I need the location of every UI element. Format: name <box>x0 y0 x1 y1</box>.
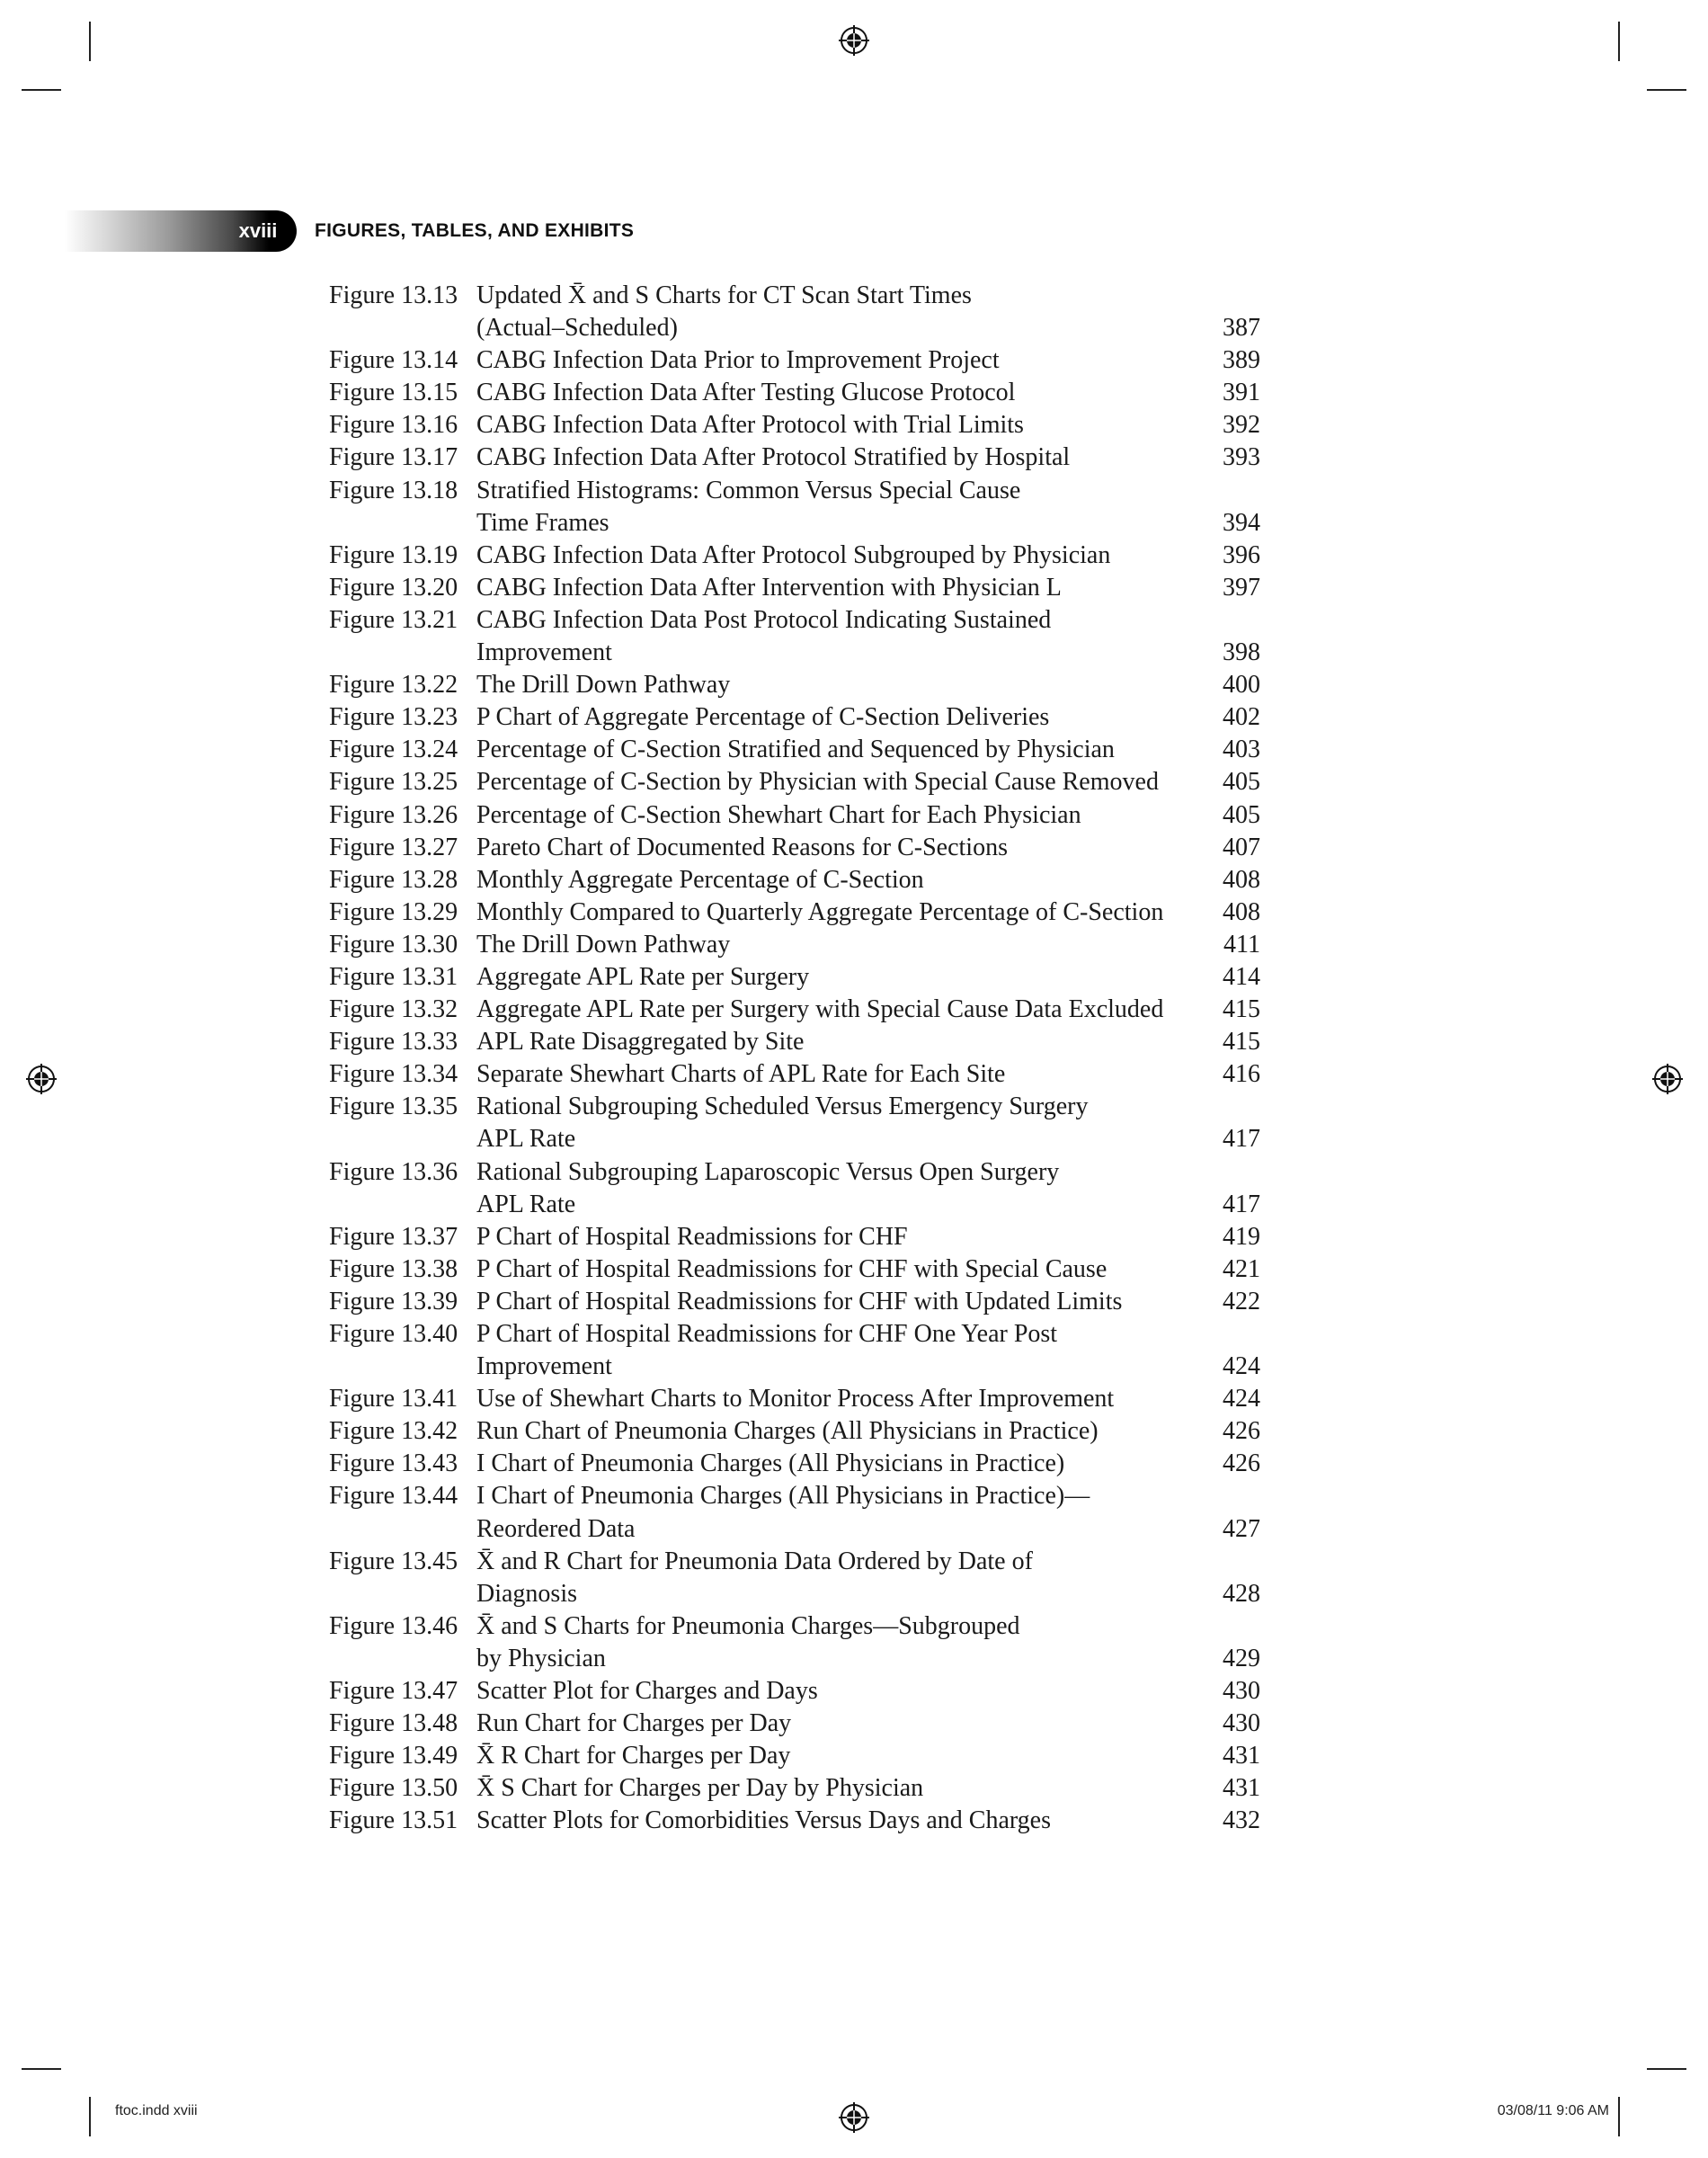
figure-entry <box>329 669 1260 701</box>
registration-target-icon <box>26 1064 57 1094</box>
figure-entry-continuation <box>329 637 1260 669</box>
figure-page-number: 416 <box>1223 1060 1260 1089</box>
figure-list <box>329 280 1260 1838</box>
figure-entry <box>329 1675 1260 1708</box>
figure-page-number: 415 <box>1223 1028 1260 1057</box>
figure-entry <box>329 475 1260 507</box>
figure-entry <box>329 994 1260 1026</box>
figure-title: I Chart of Pneumonia Charges (All Physicians in Practice) <box>476 1449 1065 1478</box>
figure-title: Percentage of C-Section Shewhart Chart for Each Physician <box>476 800 1081 829</box>
figure-entry <box>329 1091 1260 1123</box>
figure-title: Aggregate APL Rate per Surgery with Special Cause Data Excluded <box>476 995 1164 1024</box>
figure-label: Figure 13.38 <box>329 1254 458 1283</box>
figure-entry <box>329 1026 1260 1058</box>
figure-title: APL Rate Disaggregated by Site <box>476 1028 805 1057</box>
figure-title: Monthly Compared to Quarterly Aggregate Percentage of C-Section <box>476 897 1164 926</box>
figure-page-number: 419 <box>1223 1222 1260 1251</box>
figure-label: Figure 13.18 <box>329 476 458 504</box>
figure-title: Reordered Data <box>476 1514 636 1543</box>
figure-entry <box>329 1480 1260 1512</box>
figure-entry-continuation <box>329 1351 1260 1383</box>
figure-entry <box>329 1253 1260 1286</box>
crop-mark-top-left-h <box>22 89 61 91</box>
figure-label: Figure 13.48 <box>329 1709 458 1738</box>
figure-page-number: 391 <box>1223 379 1260 407</box>
figure-entry <box>329 572 1260 604</box>
figure-title: APL Rate <box>476 1190 576 1218</box>
figure-page-number: 414 <box>1223 962 1260 991</box>
figure-page-number: 405 <box>1223 800 1260 829</box>
figure-page-number: 407 <box>1223 833 1260 861</box>
figure-title: CABG Infection Data Prior to Improvement Project <box>476 346 1000 375</box>
registration-target-icon <box>1652 1064 1683 1094</box>
figure-title: Updated X̄ and S Charts for CT Scan Start Times <box>476 281 972 309</box>
figure-entry <box>329 1156 1260 1189</box>
figure-label: Figure 13.43 <box>329 1449 458 1478</box>
figure-page-number: 422 <box>1223 1287 1260 1315</box>
figure-entry <box>329 1708 1260 1740</box>
figure-label: Figure 13.35 <box>329 1092 458 1121</box>
figure-title: CABG Infection Data After Intervention with Physician L <box>476 573 1062 602</box>
figure-entry <box>329 377 1260 409</box>
figure-page-number: 387 <box>1223 314 1260 343</box>
figure-title: P Chart of Hospital Readmissions for CHF with Updated Limits <box>476 1287 1123 1315</box>
figure-label: Figure 13.17 <box>329 443 458 472</box>
figure-page-number: 424 <box>1223 1385 1260 1413</box>
figure-title: Rational Subgrouping Scheduled Versus Emergency Surgery <box>476 1092 1089 1121</box>
figure-page-number: 432 <box>1223 1806 1260 1835</box>
crop-mark-bottom-left <box>89 2097 91 2136</box>
figure-title: CABG Infection Data After Protocol Stratified by Hospital <box>476 443 1071 472</box>
figure-entry <box>329 1772 1260 1805</box>
figure-entry-continuation <box>329 312 1260 344</box>
figure-page-number: 428 <box>1223 1579 1260 1608</box>
figure-title: P Chart of Hospital Readmissions for CHF <box>476 1222 908 1251</box>
figure-entry <box>329 766 1260 798</box>
figure-page-number: 421 <box>1223 1254 1260 1283</box>
running-head: FIGURES, TABLES, AND EXHIBITS <box>315 220 635 241</box>
figure-entry <box>329 896 1260 929</box>
figure-page-number: 431 <box>1223 1742 1260 1770</box>
figure-title: Scatter Plot for Charges and Days <box>476 1677 818 1706</box>
figure-entry <box>329 1740 1260 1772</box>
figure-title: P Chart of Hospital Readmissions for CHF with Special Cause <box>476 1254 1108 1283</box>
figure-page-number: 411 <box>1223 930 1260 959</box>
figure-label: Figure 13.32 <box>329 995 458 1024</box>
figure-page-number: 408 <box>1223 865 1260 894</box>
figure-entry <box>329 734 1260 766</box>
figure-entry <box>329 929 1260 961</box>
figure-title: by Physician <box>476 1644 606 1672</box>
figure-title: Improvement <box>476 638 612 667</box>
figure-label: Figure 13.33 <box>329 1028 458 1057</box>
figure-label: Figure 13.40 <box>329 1320 458 1348</box>
figure-label: Figure 13.42 <box>329 1417 458 1446</box>
figure-entry <box>329 1318 1260 1351</box>
figure-label: Figure 13.37 <box>329 1222 458 1251</box>
figure-page-number: 417 <box>1223 1190 1260 1218</box>
figure-entry <box>329 604 1260 637</box>
crop-mark-top-right <box>1618 22 1620 61</box>
figure-title: The Drill Down Pathway <box>476 930 731 959</box>
figure-label: Figure 13.47 <box>329 1677 458 1706</box>
crop-mark-bottom-left-h <box>22 2068 61 2070</box>
figure-entry-continuation <box>329 1123 1260 1155</box>
figure-page-number: 426 <box>1223 1449 1260 1478</box>
figure-title: Pareto Chart of Documented Reasons for C-Sections <box>476 833 1008 861</box>
footer-file-label: ftoc.indd xviii <box>115 2103 198 2118</box>
figure-title: Rational Subgrouping Laparoscopic Versus Open Surgery <box>476 1157 1060 1186</box>
figure-label: Figure 13.24 <box>329 736 458 764</box>
figure-entry <box>329 1448 1260 1480</box>
figure-label: Figure 13.27 <box>329 833 458 861</box>
crop-mark-bottom-right <box>1618 2097 1620 2136</box>
figure-title: P Chart of Hospital Readmissions for CHF One Year Post <box>476 1320 1058 1348</box>
figure-entry-continuation <box>329 1643 1260 1675</box>
figure-page-number: 405 <box>1223 768 1260 797</box>
figure-page-number: 394 <box>1223 508 1260 537</box>
figure-title: P Chart of Aggregate Percentage of C-Section Deliveries <box>476 703 1050 732</box>
figure-entry <box>329 540 1260 572</box>
figure-page-number: 392 <box>1223 411 1260 440</box>
figure-title: I Chart of Pneumonia Charges (All Physicians in Practice)— <box>476 1482 1090 1511</box>
figure-entry <box>329 832 1260 864</box>
figure-entry <box>329 1286 1260 1318</box>
figure-page-number: 417 <box>1223 1125 1260 1154</box>
figure-label: Figure 13.39 <box>329 1287 458 1315</box>
figure-page-number: 424 <box>1223 1352 1260 1381</box>
figure-title: X̄ and S Charts for Pneumonia Charges—Subgrouped <box>476 1611 1020 1640</box>
figure-page-number: 427 <box>1223 1514 1260 1543</box>
figure-entry <box>329 1415 1260 1448</box>
figure-entry <box>329 799 1260 832</box>
figure-entry-continuation <box>329 1189 1260 1221</box>
figure-entry <box>329 441 1260 474</box>
figure-label: Figure 13.50 <box>329 1774 458 1803</box>
registration-target-icon <box>839 25 869 56</box>
figure-label: Figure 13.23 <box>329 703 458 732</box>
figure-page-number: 408 <box>1223 897 1260 926</box>
figure-title: Separate Shewhart Charts of APL Rate for Each Site <box>476 1060 1006 1089</box>
figure-entry <box>329 280 1260 312</box>
figure-entry <box>329 409 1260 441</box>
figure-entry-continuation <box>329 1578 1260 1610</box>
figure-title: CABG Infection Data After Protocol with Trial Limits <box>476 411 1024 440</box>
figure-label: Figure 13.19 <box>329 540 458 569</box>
figure-label: Figure 13.29 <box>329 897 458 926</box>
figure-page-number: 429 <box>1223 1644 1260 1672</box>
figure-label: Figure 13.25 <box>329 768 458 797</box>
figure-page-number: 397 <box>1223 573 1260 602</box>
figure-label: Figure 13.36 <box>329 1157 458 1186</box>
figure-label: Figure 13.13 <box>329 281 458 309</box>
footer-timestamp: 03/08/11 9:06 AM <box>1497 2103 1609 2118</box>
figure-entry <box>329 1221 1260 1253</box>
registration-target-icon <box>839 2102 869 2133</box>
figure-title: Improvement <box>476 1352 612 1381</box>
crop-mark-bottom-right-h <box>1647 2068 1686 2070</box>
figure-entry <box>329 1383 1260 1415</box>
figure-entry <box>329 1546 1260 1578</box>
figure-entry <box>329 1805 1260 1837</box>
figure-page-number: 402 <box>1223 703 1260 732</box>
figure-label: Figure 13.28 <box>329 865 458 894</box>
figure-title: Aggregate APL Rate per Surgery <box>476 962 810 991</box>
figure-page-number: 426 <box>1223 1417 1260 1446</box>
figure-label: Figure 13.21 <box>329 605 458 634</box>
figure-page-number: 389 <box>1223 346 1260 375</box>
figure-page-number: 431 <box>1223 1774 1260 1803</box>
figure-page-number: 396 <box>1223 540 1260 569</box>
figure-title: Diagnosis <box>476 1579 577 1608</box>
figure-label: Figure 13.30 <box>329 930 458 959</box>
figure-title: Monthly Aggregate Percentage of C-Section <box>476 865 924 894</box>
figure-page-number: 400 <box>1223 671 1260 700</box>
figure-label: Figure 13.16 <box>329 411 458 440</box>
figure-entry <box>329 864 1260 896</box>
figure-label: Figure 13.15 <box>329 379 458 407</box>
figure-title: CABG Infection Data After Testing Glucose Protocol <box>476 379 1016 407</box>
figure-label: Figure 13.20 <box>329 573 458 602</box>
figure-title: Stratified Histograms: Common Versus Special Cause <box>476 476 1021 504</box>
figure-title: APL Rate <box>476 1125 576 1154</box>
figure-page-number: 430 <box>1223 1677 1260 1706</box>
figure-entry <box>329 344 1260 377</box>
figure-entry-continuation <box>329 1513 1260 1546</box>
figure-title: X̄ and R Chart for Pneumonia Data Ordered by Date of <box>476 1547 1033 1575</box>
crop-mark-top-left <box>89 22 91 61</box>
figure-title: Scatter Plots for Comorbidities Versus Days and Charges <box>476 1806 1052 1835</box>
figure-title: Percentage of C-Section by Physician with Special Cause Removed <box>476 768 1159 797</box>
figure-entry <box>329 1058 1260 1091</box>
figure-label: Figure 13.49 <box>329 1742 458 1770</box>
figure-entry <box>329 701 1260 734</box>
figure-label: Figure 13.22 <box>329 671 458 700</box>
figure-title: Run Chart of Pneumonia Charges (All Physicians in Practice) <box>476 1417 1099 1446</box>
figure-title: CABG Infection Data After Protocol Subgrouped by Physician <box>476 540 1111 569</box>
figure-page-number: 430 <box>1223 1709 1260 1738</box>
figure-label: Figure 13.51 <box>329 1806 458 1835</box>
figure-entry <box>329 961 1260 994</box>
figure-title: Run Chart for Charges per Day <box>476 1709 792 1738</box>
figure-title: X̄ R Chart for Charges per Day <box>476 1742 791 1770</box>
figure-title: The Drill Down Pathway <box>476 671 731 700</box>
figure-title: (Actual–Scheduled) <box>476 314 678 343</box>
figure-label: Figure 13.44 <box>329 1482 458 1511</box>
figure-label: Figure 13.26 <box>329 800 458 829</box>
figure-label: Figure 13.45 <box>329 1547 458 1575</box>
page-number: xviii <box>238 219 278 242</box>
figure-label: Figure 13.46 <box>329 1611 458 1640</box>
figure-label: Figure 13.34 <box>329 1060 458 1089</box>
figure-title: Use of Shewhart Charts to Monitor Process After Improvement <box>476 1385 1115 1413</box>
crop-mark-top-right-h <box>1647 89 1686 91</box>
figure-label: Figure 13.31 <box>329 962 458 991</box>
figure-label: Figure 13.14 <box>329 346 458 375</box>
figure-page-number: 415 <box>1223 995 1260 1024</box>
figure-page-number: 403 <box>1223 736 1260 764</box>
figure-page-number: 393 <box>1223 443 1260 472</box>
figure-label: Figure 13.41 <box>329 1385 458 1413</box>
figure-entry <box>329 1610 1260 1643</box>
figure-title: Percentage of C-Section Stratified and Sequenced by Physician <box>476 736 1115 764</box>
figure-title: CABG Infection Data Post Protocol Indicating Sustained <box>476 605 1052 634</box>
figure-title: Time Frames <box>476 508 609 537</box>
figure-entry-continuation <box>329 507 1260 540</box>
figure-title: X̄ S Chart for Charges per Day by Physician <box>476 1774 924 1803</box>
figure-page-number: 398 <box>1223 638 1260 667</box>
